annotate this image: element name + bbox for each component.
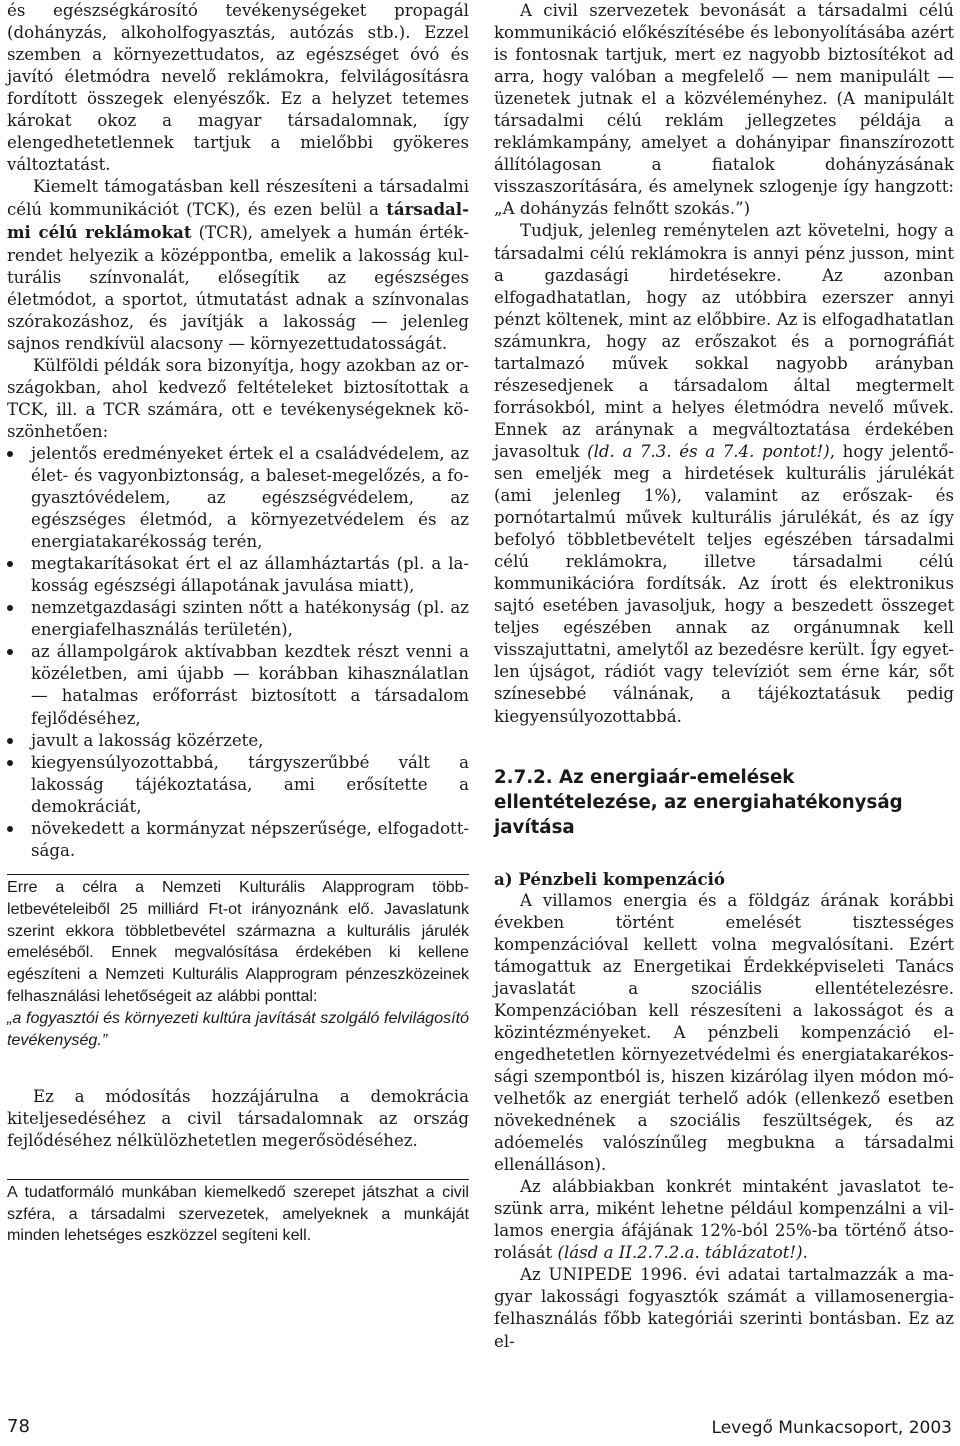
bullet-item: javult a lakosság közérzete,: [7, 730, 469, 752]
left-column: [7, 0, 469, 1247]
bullet-item: növekedett a kormányzat népszerűsége, elfogadottsága.: [7, 818, 469, 862]
civil-sphere-box: [7, 1179, 469, 1248]
paragraph-funding-b: , hogy jelentősen emeljék meg a hirdetések kulturális járulékát (ami jelenleg 1%), valamint az erőszak- és pornótartalmú művek kulturális járulékát, és az így befolyó többletbevételt teljes egészében társadalmi célú reklámokra, illetve társadalmi célú kommunikációra fordítsák. Az írott és elektronikus sajtó esetében javasoljuk, hogy a beszedett összeget teljes egészében annak az orgánumnak kell visszajuttatni, amelytől az bezedésre került. Így egyetlen újságot, rádiót vagy televíziót sem érne kár, sőt színesebbé válnának, a tájékoztatásuk pedig kiegyensúlyozottabbá.: [494, 441, 954, 726]
paragraph-tck-bold: társadalmi célú reklámokat: [7, 199, 469, 243]
paragraph-proposal: [494, 1176, 954, 1264]
proposal-quote: „a fogyasztói és környezeti kultúra javítását szolgáló felvilágosító tevékenység.”: [7, 1008, 469, 1049]
paragraph-democracy: Ez a módosítás hozzájárulna a demokrácia kiteljesedéséhez a civil társadalomnak az ország fejlődéséhez nélkülözhetetlen megerősödéséhez.: [7, 1086, 469, 1150]
paragraph-proposal-a: Az alábbiakban konkrét mintaként javaslatot teszünk arra, miként lehetne például kompenzálni a villamos energia áfájának 12%-ból 25%-ba történő átsorolását: [494, 1177, 954, 1263]
bullet-item: az állampolgárok aktívabban kezdtek részt venni a közéletben, ami újabb — korábban kihasználatlan — hatalmas erőforrást biztosított a társadalom fejlődéséhez,: [7, 641, 469, 729]
paragraph-funding: [494, 220, 954, 727]
paragraph-compensation: A villamos energia és a földgáz árának korábbi években történt emelését tisztességes kompenzációval kellett volna megvalósítani. Ezért támogattuk az Energetikai Érdekképviseleti Tanács javaslatát a szociális ellentételezésre. Kompenzációban kell részesíteni a lakosságot és a közintézményeket. A pénzbeli kompenzáció elengedhetetlen környezetvédelmi és energiatakarékossági szempontból is, hiszen kizárólag ilyen módon móvelhetők az energiát terhelő adók (ellenkező esetben növekednének a szociális feszültségek, és az adóemelés valószínűleg megbukna a társadalmi ellenálláson).: [494, 890, 954, 1175]
page-number: 78: [7, 1416, 30, 1437]
bullet-item: megtakarításokat ért el az államháztartás (pl. a lakosság egészségi állapotának javulása miatt),: [7, 553, 469, 597]
paragraph-civil-orgs: A civil szervezetek bevonását a társadalmi célú kommunikáció előkészítésébe és lebonyolításába azért is fontosnak tartjuk, mert ez nagyobb biztosítékot ad arra, hogy valóban a megfelelő — nem manipulált — üzenetek jutnak el a közvéleményhez. (A manipulált társadalmi célú reklám jellegzetes példája a reklámkampány, amelyet a dohányipar finanszírozott állítólagosan a fiatalok dohányzásának visszaszorítására, és amelynek szlogenje így hangzott: „A dohányzás felnőtt szokás.”): [494, 1, 954, 219]
paragraph-tck: [7, 176, 469, 354]
footer-source: Levegő Munkacsoport, 2003: [711, 1418, 952, 1438]
paragraph-examples: Külföldi példák sora bizonyítja, hogy azokban az országokban, ahol kedvező feltételeket biztosítottak a TCK, ill. a TCR számára, ott e tevékenységeknek köszönhetően:: [7, 355, 469, 441]
bullet-list: [7, 443, 469, 862]
subheading: a) Pénzbeli kompenzáció: [494, 868, 725, 889]
bullet-item: nemzetgazdasági szinten nőtt a hatékonyság (pl. az energiafelhasználás területén),: [7, 597, 469, 641]
proposal-box: [7, 874, 469, 1052]
table-reference: (lásd a II.2.7.2.a. táblázatot!): [557, 1243, 803, 1263]
section-heading: 2.7.2. Az energiaár-emelések ellentételezése, az energiahatékonyság javítása: [494, 766, 903, 838]
paragraph-proposal-b: .: [802, 1243, 808, 1263]
bullet-item: jelentős eredményeket értek el a családvédelem, az élet- és vagyonbiztonság, a baleset-megelőzés, a fogyasztóvédelem, az egészségvédelem, az egészséges életmód, a környezetvédelem és az energiatakarékosság terén,: [7, 443, 469, 553]
paragraph-tck-b: (TCR), amelyek a humán értékrendet helyezik a középpontba, emelik a lakosság kulturális színvonalát, elősegítik az egészséges életmódot, a sportot, útmutatást adnak a színvonalas szórakozáshoz, és javítják a lakosság — jelenleg sajnos rendkívül alacsony — környezettudatosságát.: [7, 223, 469, 353]
cross-reference: (ld. a 7.3. és a 7.4. pontot!): [587, 441, 830, 461]
paragraph-unipede: Az UNIPEDE 1996. évi adatai tartalmazzák a magyar lakossági fogyasztók számát a villamosenergia-felhasználás főbb kategóriái szerinti bontásban. Ez az el-: [494, 1265, 954, 1351]
right-column: [494, 0, 954, 1353]
paragraph-funding-a: Tudjuk, jelenleg reménytelen azt követelni, hogy a társadalmi célú reklámokra is annyi pénz jusson, mint a gazdasági hirdetésekre. Az azonban elfogadhatatlan, hogy az utóbbira ezerszer annyi pénzt költenek, mint az előbbire. Az is elfogadhatatlan számunkra, hogy az erőszakot és a pornográfiát tartalmazó művek sokkal nagyobb arányban részesedjenek a társadalom által megtermelt forrásokból, mint a helyes életmódra nevelő művek. Ennek az aránynak a megváltoztatása érdekében javasoltuk: [494, 221, 954, 461]
paragraph-tck-a: Kiemelt támogatásban kell részesíteni a társadalmi célú kommunikációt (TCK), és ezen belül a: [7, 177, 469, 220]
paragraph-intro: és egészségkárosító tevékenységeket propagál (dohányzás, alkoholfogyasztás, autózás stb.). Ezzel szemben a környezettudatos, az egészséget óvó és javító életmódra nevelő reklámokra, felvilágosításra fordított összegek elenyészők. Ez a helyzet tetemes károkat okoz a magyar társadalomnak, így elengedhetetlennek tartjuk a mielőbbi gyökeres változtatást.: [7, 1, 469, 175]
civil-sphere-text: A tudatformáló munkában kiemelkedő szerepet játszhat a civil szféra, a társadalmi szervezetek, amelyeknek a munkáját minden lehetséges eszközzel segíteni kell.: [7, 1182, 469, 1245]
proposal-text: Erre a célra a Nemzeti Kulturális Alapprogram többletbevételeiből 25 milliárd Ft-ot irányoznánk elő. Javaslatunk szerint ekkora többletbevétel származna a kulturális járulék emeléséből. Ennek megvalósítása érdekében ki kellene egészíteni a Nemzeti Kulturális Alapprogram pénzeszközeinek felhasználási lehetőségeit az alábbi ponttal:: [7, 877, 469, 1006]
bullet-item: kiegyensúlyozottabbá, tárgyszerűbbé vált a lakosság tájékoztatása, ami erősítette a demokráciát,: [7, 752, 469, 818]
